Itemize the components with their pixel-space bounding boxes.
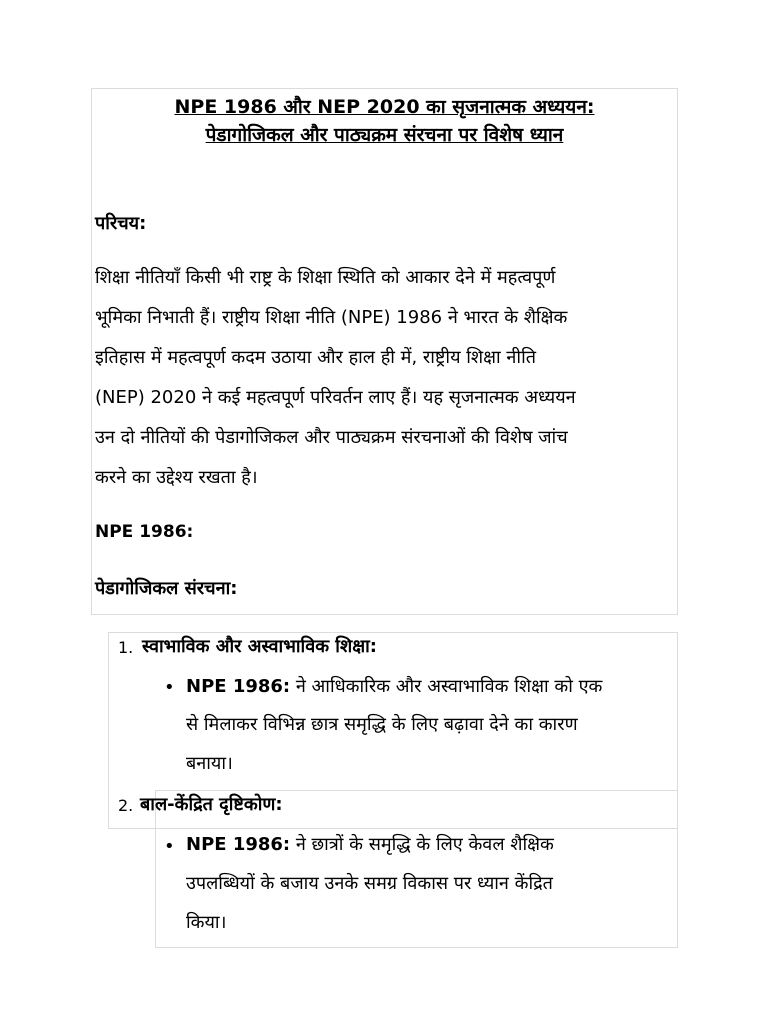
intro-line: इतिहास में महत्वपूर्ण कदम उठाया और हाल ही में, राष्ट्रीय शिक्षा नीति bbox=[95, 347, 537, 368]
intro-line: करने का उद्देश्य रखता है। bbox=[95, 467, 258, 488]
bullet-text-line: किया। bbox=[186, 912, 227, 933]
document-title-line-2: पेडागोजिकल और पाठ्यक्रम संरचना पर विशेष ध्यान bbox=[205, 124, 564, 146]
intro-line: उन दो नीतियों की पेडागोजिकल और पाठ्यक्रम संरचनाओं की विशेष जांच bbox=[95, 427, 568, 448]
npe-1986-heading: NPE 1986: bbox=[95, 522, 194, 542]
bullet-icon: • bbox=[164, 677, 175, 698]
list-item-label: बाल-केंद्रित दृष्टिकोण: bbox=[140, 794, 283, 815]
intro-line: शिक्षा नीतियाँ किसी भी राष्ट्र के शिक्षा स्थिति को आकार देने में महत्वपूर्ण bbox=[95, 267, 556, 288]
bullet-text-line bbox=[186, 832, 554, 856]
bullet-text: ने आधिकारिक और अस्वाभाविक शिक्षा को एक bbox=[290, 676, 603, 697]
bullet-text-line: उपलब्धियों के बजाय उनके समग्र विकास पर ध्यान केंद्रित bbox=[186, 873, 553, 894]
intro-line: (NEP) 2020 ने कई महत्वपूर्ण परिवर्तन लाए हैं। यह सृजनात्मक अध्ययन bbox=[95, 387, 576, 408]
list-number: 1. bbox=[118, 638, 134, 657]
intro-heading: परिचय: bbox=[95, 213, 147, 234]
list-number: 2. bbox=[118, 796, 134, 815]
bullet-icon: • bbox=[164, 836, 175, 857]
document-title-line-1: NPE 1986 और NEP 2020 का सृजनात्मक अध्ययन: bbox=[174, 96, 595, 118]
bullet-lead: NPE 1986: bbox=[186, 834, 291, 855]
bullet-text-line bbox=[186, 674, 602, 698]
bullet-text-line: से मिलाकर विभिन्न छात्र समृद्धि के लिए बढ़ावा देने का कारण bbox=[186, 714, 578, 735]
bullet-text: ने छात्रों के समृद्धि के लिए केवल शैक्षिक bbox=[290, 834, 554, 855]
list-item-label: स्वाभाविक और अस्वाभाविक शिक्षा: bbox=[142, 636, 377, 657]
intro-line: भूमिका निभाती हैं। राष्ट्रीय शिक्षा नीति (NPE) 1986 ने भारत के शैक्षिक bbox=[95, 307, 568, 328]
pedagogy-heading: पेडागोजिकल संरचना: bbox=[95, 578, 238, 599]
bullet-lead: NPE 1986: bbox=[186, 676, 291, 697]
bullet-text-line: बनाया। bbox=[186, 753, 233, 774]
